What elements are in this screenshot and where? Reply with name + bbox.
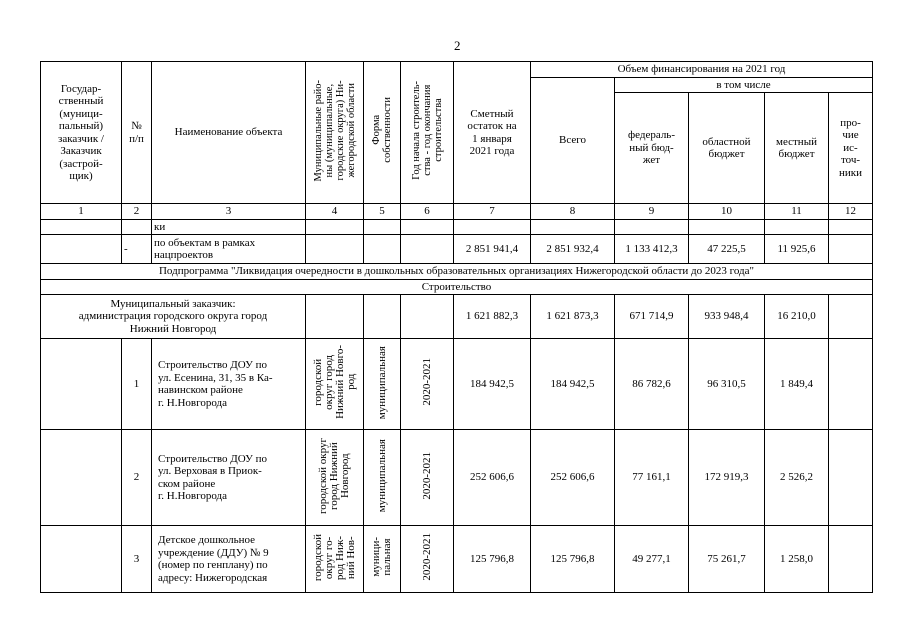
cell-estimate: 184 942,5 <box>454 339 531 430</box>
cell-estimate: 252 606,6 <box>454 430 531 526</box>
cell-federal: 1 133 412,3 <box>615 235 689 264</box>
header-total: Всего <box>531 77 615 204</box>
cell-local: 1 849,4 <box>765 339 829 430</box>
row-continuation: ки <box>152 219 306 235</box>
header-federal: федераль- ный бюд- жет <box>615 93 689 204</box>
col-num: 8 <box>531 204 615 220</box>
col-num: 7 <box>454 204 531 220</box>
cell-federal: 77 161,1 <box>615 430 689 526</box>
cell-total: 1 621 873,3 <box>531 295 615 339</box>
row-number: 1 <box>122 339 152 430</box>
col-num: 3 <box>152 204 306 220</box>
row-object-name: по объектам в рамках нацпроектов <box>152 235 306 264</box>
table-row <box>41 219 873 235</box>
col-num: 12 <box>829 204 873 220</box>
header-financing: Объем финансирования на 2021 год <box>531 62 873 78</box>
customer-name: Муниципальный заказчик: администрация городского округа город Нижний Новгород <box>41 295 306 339</box>
subprogram-row <box>41 264 873 280</box>
col-num: 4 <box>306 204 364 220</box>
cell-local: 1 258,0 <box>765 526 829 593</box>
header-object-name: Наименование объекта <box>152 62 306 204</box>
cell-federal: 49 277,1 <box>615 526 689 593</box>
cell-regional: 933 948,4 <box>689 295 765 339</box>
row-number: 3 <box>122 526 152 593</box>
section-title: Строительство <box>41 279 873 295</box>
header-number: № п/п <box>122 62 152 204</box>
col-num: 5 <box>364 204 401 220</box>
cell-estimate: 1 621 882,3 <box>454 295 531 339</box>
header-estimate: Сметный остаток на 1 января 2021 года <box>454 62 531 204</box>
cell-total: 125 796,8 <box>531 526 615 593</box>
cell-regional: 96 310,5 <box>689 339 765 430</box>
row-object-name: Строительство ДОУ по ул. Есенина, 31, 35 в Ка- навинском районе г. Н.Новгорода <box>152 339 306 430</box>
row-years: 2020-2021 <box>401 430 454 526</box>
col-num: 6 <box>401 204 454 220</box>
cell-total: 252 606,6 <box>531 430 615 526</box>
cell-federal: 86 782,6 <box>615 339 689 430</box>
header-district: Муниципальные райо- ны (муниципальные, городские округа) Ни- жегородской области <box>306 62 364 204</box>
page-number: 2 <box>454 38 461 53</box>
header-ownership: Форма собственности <box>364 62 401 204</box>
financing-table <box>40 61 873 593</box>
cell-total: 2 851 932,4 <box>531 235 615 264</box>
column-numbers-row <box>41 204 873 220</box>
header-other: про- чие ис- точ- ники <box>829 93 873 204</box>
row-object-name: Детское дошкольное учреждение (ДДУ) № 9 (номер по генплану) по адресу: Нижегородская <box>152 526 306 593</box>
cell-regional: 47 225,5 <box>689 235 765 264</box>
col-num: 2 <box>122 204 152 220</box>
col-num: 1 <box>41 204 122 220</box>
row-ownership: муници- пальная <box>364 526 401 593</box>
subprogram-title: Подпрограмма "Ликвидация очередности в дошкольных образовательных организациях Нижегородской области до 2023 года" <box>41 264 873 280</box>
section-row <box>41 279 873 295</box>
col-num: 10 <box>689 204 765 220</box>
row-object-name: Строительство ДОУ по ул. Верховая в Приок- ском районе г. Н.Новгорода <box>152 430 306 526</box>
cell-estimate: 125 796,8 <box>454 526 531 593</box>
table-row <box>41 235 873 264</box>
row-years: 2020-2021 <box>401 526 454 593</box>
row-number: 2 <box>122 430 152 526</box>
cell-regional: 172 919,3 <box>689 430 765 526</box>
cell-regional: 75 261,7 <box>689 526 765 593</box>
table-row <box>41 295 873 339</box>
col-num: 9 <box>615 204 689 220</box>
header-local: местный бюджет <box>765 93 829 204</box>
header-years: Год начала строитель- ства - год окончания строительства <box>401 62 454 204</box>
row-years: 2020-2021 <box>401 339 454 430</box>
row-district: городской округ город Нижний Новго- род <box>306 339 364 430</box>
header-customer: Государ- ственный (муници- пальный) заказчик / Заказчик (застрой- щик) <box>41 62 122 204</box>
col-num: 11 <box>765 204 829 220</box>
cell-local: 2 526,2 <box>765 430 829 526</box>
row-ownership: муниципальная <box>364 339 401 430</box>
row-ownership: муниципальная <box>364 430 401 526</box>
row-number: - <box>122 235 152 264</box>
cell-local: 11 925,6 <box>765 235 829 264</box>
header-including: в том числе <box>615 77 873 93</box>
cell-federal: 671 714,9 <box>615 295 689 339</box>
row-district: городской округ го- род Ниж- ний Нов- <box>306 526 364 593</box>
cell-estimate: 2 851 941,4 <box>454 235 531 264</box>
header-regional: областной бюджет <box>689 93 765 204</box>
cell-local: 16 210,0 <box>765 295 829 339</box>
cell-total: 184 942,5 <box>531 339 615 430</box>
table-row <box>41 339 873 430</box>
table-row <box>41 430 873 526</box>
table-row <box>41 526 873 593</box>
row-district: городской округ город Нижний Новгород <box>306 430 364 526</box>
